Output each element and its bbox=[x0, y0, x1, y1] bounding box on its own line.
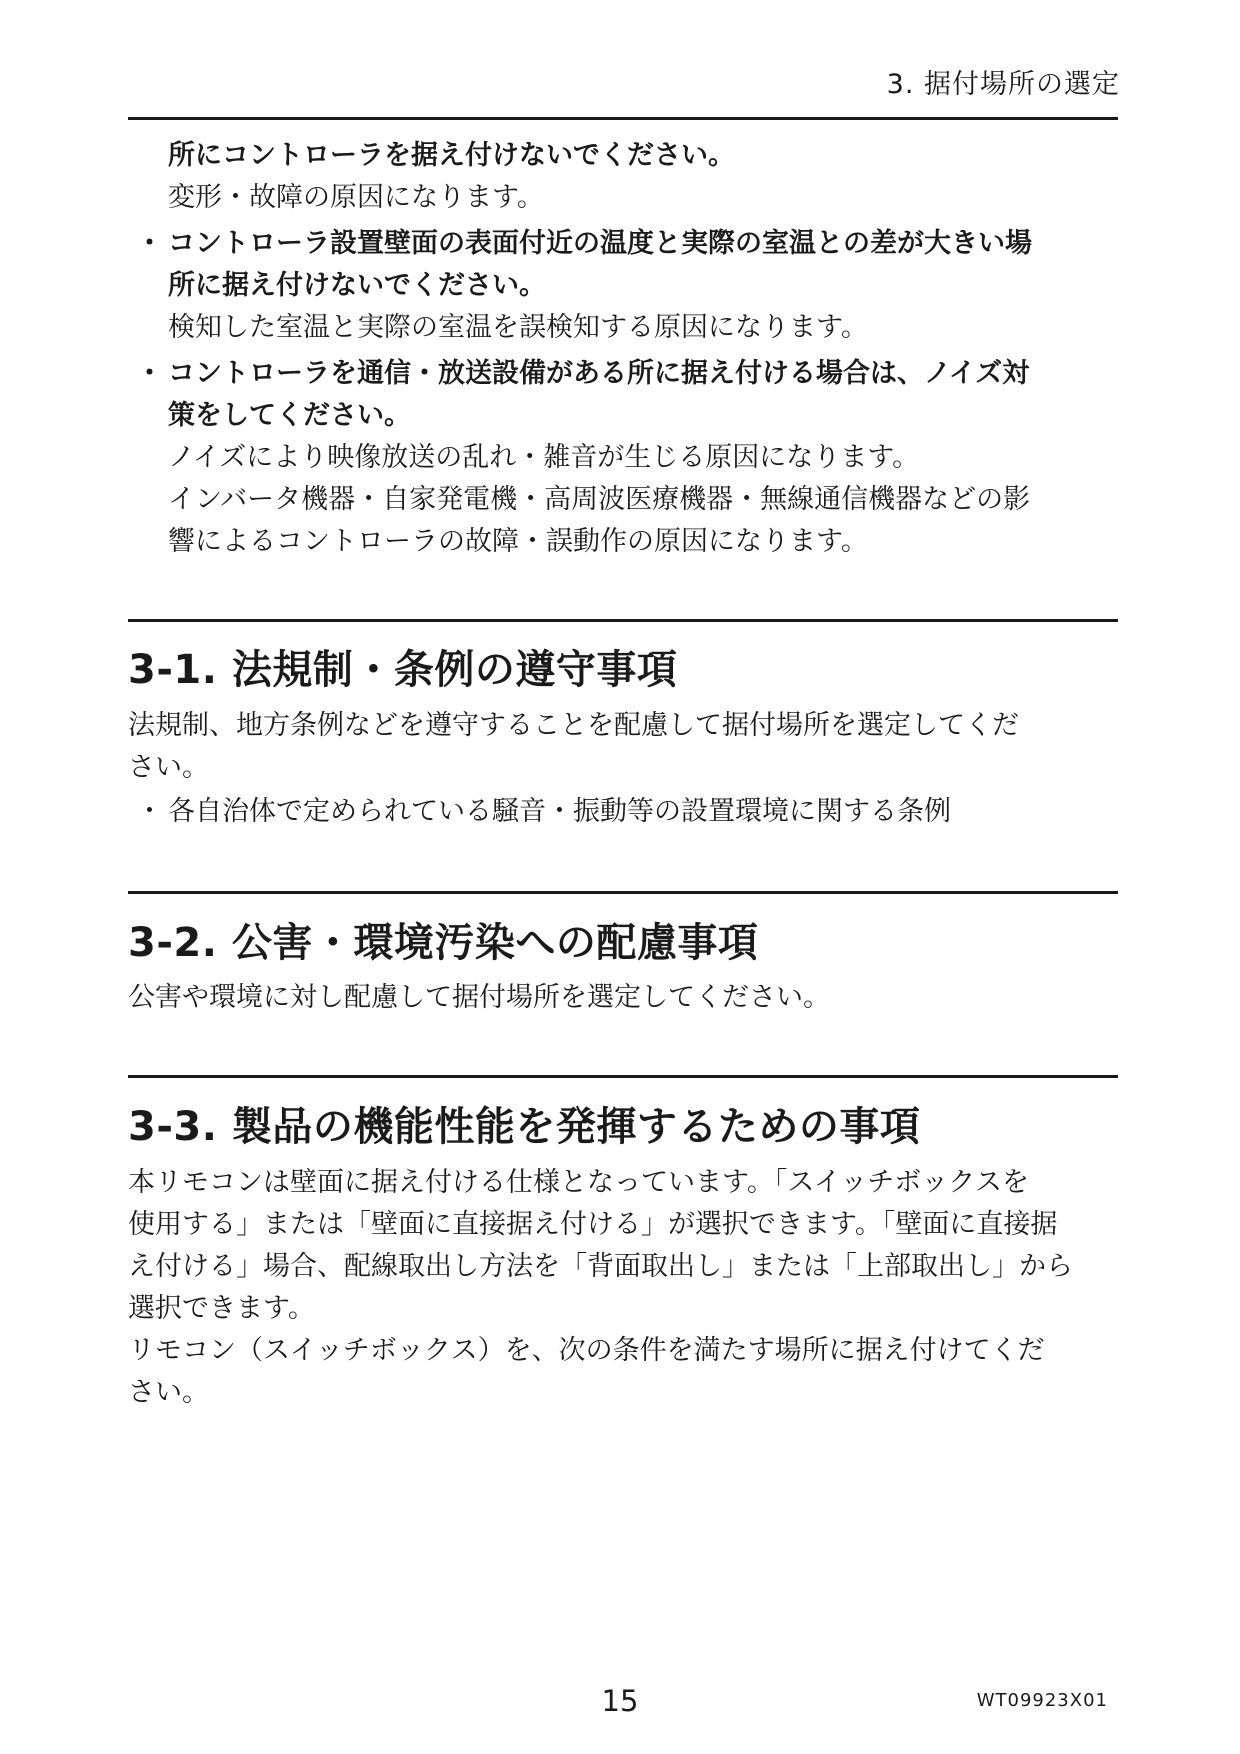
intro-bullet-2 bbox=[128, 353, 1118, 563]
section-rule-3-3 bbox=[128, 1075, 1118, 1078]
paragraph-line: さい。 bbox=[128, 1377, 209, 1408]
paragraph-line: 使用する」または「壁面に直接据え付ける」が選択できます。「壁面に直接据 bbox=[128, 1209, 1058, 1240]
bullet-warning-line: コントローラを通信・放送設備がある所に据え付ける場合は、ノイズ対 bbox=[168, 358, 1030, 389]
bullet-text: 各自治体で定められている騒音・振動等の設置環境に関する条例 bbox=[168, 796, 951, 827]
section-title-3-2: 3-2. 公害・環境汚染への配慮事項 bbox=[128, 920, 759, 966]
bullet-warning-line: 所に据え付けないでください。 bbox=[168, 270, 546, 301]
bullet-marker: ・ bbox=[136, 796, 163, 827]
document-code: WT09923X01 bbox=[976, 1690, 1108, 1711]
paragraph-line: 法規制、地方条例などを遵守することを配慮して据付場所を選定してくだ bbox=[128, 710, 1019, 741]
bullet-reason-line: インバータ機器・自家発電機・高周波医療機器・無線通信機器などの影 bbox=[168, 484, 1031, 515]
section-rule-3-2 bbox=[128, 891, 1118, 894]
running-header: 3. 据付場所の選定 bbox=[886, 69, 1120, 100]
paragraph-line: さい。 bbox=[128, 752, 209, 783]
page-number: 15 bbox=[601, 1684, 639, 1718]
header-rule bbox=[128, 117, 1118, 120]
intro-reason-line: 変形・故障の原因になります。 bbox=[168, 182, 544, 213]
section-body-3-3 bbox=[128, 1162, 1118, 1414]
section-title-3-1: 3-1. 法規制・条例の遵守事項 bbox=[128, 647, 678, 693]
intro-warning-line: 所にコントローラを据え付けないでください。 bbox=[168, 140, 735, 171]
intro-block bbox=[128, 135, 1118, 563]
bullet-marker: ・ bbox=[136, 358, 163, 389]
bullet-reason-line: 響によるコントローラの故障・誤動作の原因になります。 bbox=[168, 526, 868, 557]
section-title-3-3: 3-3. 製品の機能性能を発揮するための事項 bbox=[128, 1104, 921, 1150]
paragraph-line: リモコン（スイッチボックス）を、次の条件を満たす場所に据え付けてくだ bbox=[128, 1335, 1045, 1366]
intro-bullet-1 bbox=[128, 223, 1118, 349]
paragraph-line: 本リモコンは壁面に据え付ける仕様となっています。「スイッチボックスを bbox=[128, 1167, 1029, 1198]
bullet-reason-line: 検知した室温と実際の室温を誤検知する原因になります。 bbox=[168, 312, 868, 343]
bullet-marker: ・ bbox=[136, 228, 163, 259]
paragraph-line: 公害や環境に対し配慮して据付場所を選定してください。 bbox=[128, 982, 830, 1013]
section-rule-3-1 bbox=[128, 619, 1118, 622]
section-bullet-3-1 bbox=[128, 791, 1118, 833]
section-body-3-1 bbox=[128, 705, 1118, 833]
paragraph-line: え付ける」場合、配線取出し方法を「背面取出し」または「上部取出し」から bbox=[128, 1251, 1073, 1282]
section-body-3-2 bbox=[128, 977, 1118, 1019]
bullet-warning-line: 策をしてください。 bbox=[168, 400, 411, 431]
paragraph-line: 選択できます。 bbox=[128, 1293, 315, 1324]
bullet-warning-line: コントローラ設置壁面の表面付近の温度と実際の室温との差が大きい場 bbox=[168, 228, 1032, 259]
intro-continuation bbox=[128, 135, 1118, 219]
bullet-reason-line: ノイズにより映像放送の乱れ・雑音が生じる原因になります。 bbox=[168, 442, 920, 473]
